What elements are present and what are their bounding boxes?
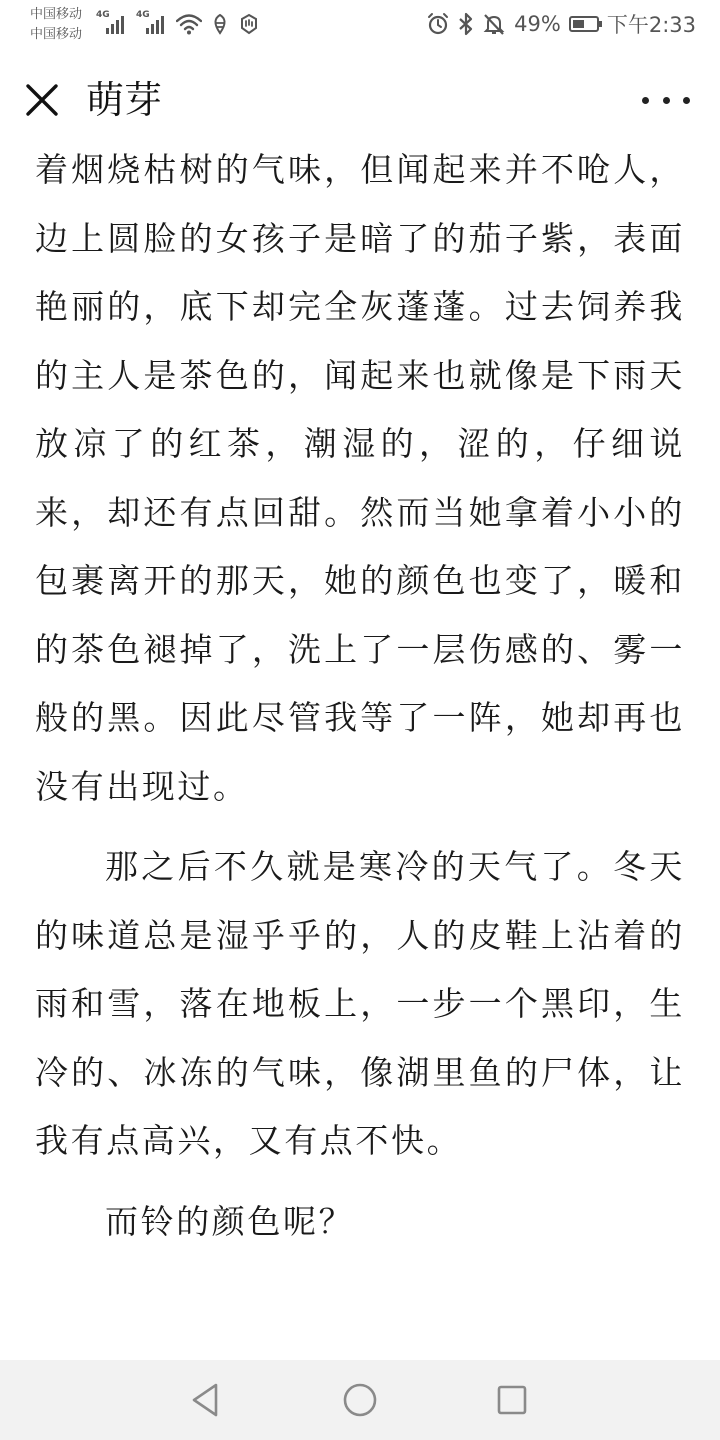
mute-icon: [482, 12, 506, 36]
more-button[interactable]: [642, 86, 690, 114]
status-left-icons: [96, 10, 260, 38]
home-button[interactable]: [340, 1380, 380, 1420]
back-button[interactable]: [186, 1380, 226, 1420]
nav-bar: [0, 52, 720, 148]
clock: 下午2:33: [606, 13, 696, 37]
article-paragraph: 那之后不久就是寒冷的天气了。冬天的味道总是湿乎乎的，人的皮鞋上沾着的雨和雪，落在地板上，一步一个黑印，生冷的、冰冻的气味，像湖里鱼的尸体，让我有点高兴，又有点不快。: [35, 847, 685, 1160]
article-paragraph: 而铃的颜色呢？: [105, 1201, 355, 1241]
alarm-icon: [426, 12, 450, 36]
page-title: 萌芽: [86, 78, 163, 122]
hand-icon: [238, 13, 260, 35]
more-icon-dot: [663, 97, 670, 104]
system-navigation-bar: [0, 1360, 720, 1440]
home-circle-icon: [340, 1380, 380, 1420]
more-icon-dot: [642, 97, 649, 104]
more-icon-dot: [683, 97, 690, 104]
network-type-label: 4G: [136, 10, 150, 20]
recent-apps-button[interactable]: [492, 1380, 532, 1420]
battery-percent: 49%: [514, 12, 561, 36]
carrier-info: [30, 5, 82, 45]
article-body: [35, 136, 685, 1256]
battery-icon: [569, 16, 599, 32]
data-saver-icon: [210, 13, 230, 35]
bluetooth-icon: [458, 12, 474, 36]
status-bar: [0, 0, 720, 52]
back-triangle-icon: [186, 1380, 226, 1420]
carrier-label-1: 中国移动: [30, 7, 83, 22]
recent-square-icon: [492, 1380, 532, 1420]
network-type-label: 4G: [96, 10, 110, 20]
signal-icon: [136, 12, 168, 36]
wifi-icon: [176, 13, 202, 35]
status-right: [426, 8, 696, 40]
signal-icon: [96, 12, 128, 36]
carrier-label-2: 中国移动: [30, 27, 83, 42]
close-button[interactable]: [22, 80, 62, 120]
article-paragraph: 着烟烧枯树的气味，但闻起来并不呛人，边上圆脸的女孩子是暗了的茄子紫，表面艳丽的，底下却完全灰蓬蓬。过去饲养我的主人是茶色的，闻起来也就像是下雨天放凉了的红茶，潮湿的，涩的，仔细说来，却还有点回甜。然而当她拿着小小的包裹离开的那天，她的颜色也变了，暖和的茶色褪掉了，洗上了一层伤感的、雾一般的黑。因此尽管我等了一阵，她却再也没有出现过。: [35, 150, 685, 806]
article-content[interactable]: [0, 136, 720, 1360]
close-icon: [22, 80, 62, 120]
